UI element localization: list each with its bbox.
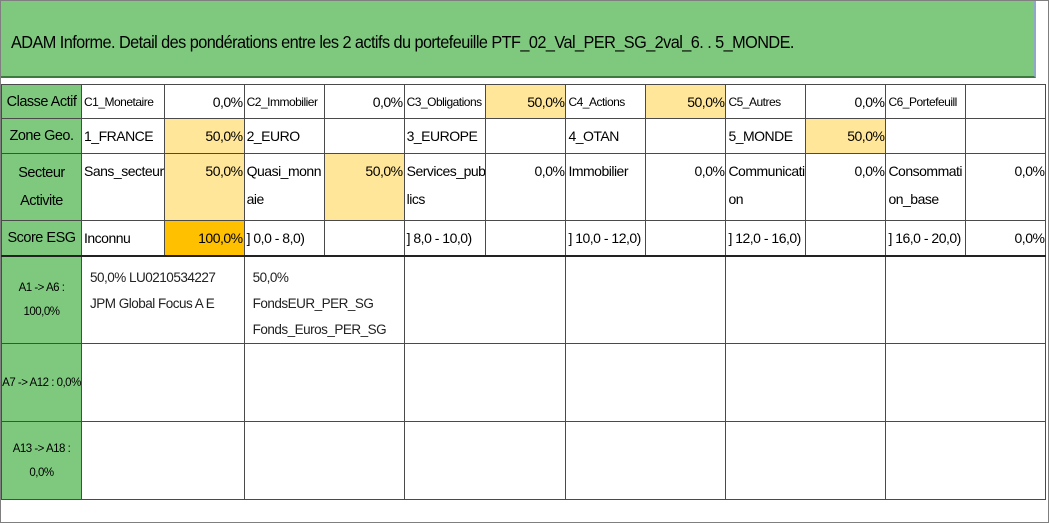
- cell-label: Services_pub lics: [404, 154, 486, 221]
- cell-label: ] 10,0 - 12,0): [566, 221, 646, 257]
- cell-value: [806, 221, 886, 257]
- cell-value: 0,0%: [806, 154, 886, 221]
- asset-weight-isin: 50,0% FondsEUR_PER_SG: [252, 270, 374, 311]
- cell-label: Sans_secteur: [82, 154, 165, 221]
- cell-value: [486, 119, 566, 154]
- asset-cell-empty: [82, 422, 245, 500]
- cell-label: 5_MONDE: [726, 119, 806, 154]
- asset-cell-empty: [244, 344, 404, 422]
- cell-label: [886, 119, 966, 154]
- cell-label: Inconnu: [82, 221, 165, 257]
- row-header-zone-geo: Zone Geo.: [2, 119, 82, 154]
- cell-value: 0,0%: [164, 85, 244, 119]
- cell-value: 50,0%: [806, 119, 886, 154]
- cell-value: 0,0%: [966, 221, 1046, 257]
- cell-value: 100,0%: [164, 221, 244, 257]
- cell-value: 0,0%: [486, 154, 566, 221]
- cell-value: 50,0%: [324, 154, 404, 221]
- asset-cell-empty: [726, 422, 886, 500]
- cell-label: C3_Obligations: [404, 85, 486, 119]
- asset-cell-empty: [726, 256, 886, 344]
- row-header-a1-a6: A1 -> A6 : 100,0%: [2, 256, 82, 344]
- cell-label: ] 0,0 - 8,0): [244, 221, 324, 257]
- header-line: Activite: [20, 193, 63, 209]
- cell-label: C5_Autres: [726, 85, 806, 119]
- cell-value: 0,0%: [646, 154, 726, 221]
- cell-value: [324, 221, 404, 257]
- cell-value: 0,0%: [324, 85, 404, 119]
- cell-value: 0,0%: [966, 154, 1046, 221]
- row-score-esg: [2, 221, 1046, 257]
- cell-label: C1_Monetaire: [82, 85, 165, 119]
- report-title: ADAM Informe. Detail des pondérations entre les 2 actifs du portefeuille PTF_02_Val_PER_SG_2val_6. . 5_MONDE.: [11, 32, 794, 52]
- cell-label: 2_EURO: [244, 119, 324, 154]
- cell-label: C4_Actions: [566, 85, 646, 119]
- asset-cell-empty: [566, 422, 726, 500]
- asset-name: Fonds_Euros_PER_SG: [252, 322, 387, 337]
- cell-value: [324, 119, 404, 154]
- asset-cell-empty: [886, 422, 1046, 500]
- row-zone-geo: [2, 119, 1046, 154]
- asset-cell-empty: [82, 344, 245, 422]
- cell-value: [966, 119, 1046, 154]
- cell-value: [966, 85, 1046, 119]
- asset-cell-empty: [726, 344, 886, 422]
- cell-label: Immobilier: [566, 154, 646, 221]
- cell-value: 50,0%: [164, 154, 244, 221]
- asset-cell-empty: [404, 256, 566, 344]
- cell-label: 4_OTAN: [566, 119, 646, 154]
- report-title-bar: [1, 1, 1036, 78]
- row-assets-a7-a12: [2, 344, 1046, 422]
- row-header-classe-actif: Classe Actif: [2, 85, 82, 119]
- asset-cell-empty: [886, 256, 1046, 344]
- cell-value: [486, 221, 566, 257]
- cell-value: 50,0%: [646, 85, 726, 119]
- cell-value: 0,0%: [806, 85, 886, 119]
- cell-value: [646, 119, 726, 154]
- asset-cell: [244, 256, 404, 344]
- weights-table: [1, 84, 1046, 500]
- row-classe-actif: [2, 85, 1046, 119]
- row-assets-a13-a18: [2, 422, 1046, 500]
- row-assets-a1-a6: [2, 256, 1046, 344]
- row-header-secteur-activite: [2, 154, 82, 221]
- cell-label: ] 12,0 - 16,0): [726, 221, 806, 257]
- asset-cell: [82, 256, 245, 344]
- cell-label: ] 16,0 - 20,0): [886, 221, 966, 257]
- asset-cell-empty: [404, 344, 566, 422]
- cell-value: 50,0%: [164, 119, 244, 154]
- cell-label: Communicati on: [726, 154, 806, 221]
- row-header-score-esg: Score ESG: [2, 221, 82, 257]
- cell-label: C6_Portefeuill: [886, 85, 966, 119]
- asset-weight-isin: 50,0% LU0210534227: [90, 270, 216, 285]
- cell-label: Consommati on_base: [886, 154, 966, 221]
- row-secteur-activite: [2, 154, 1046, 221]
- row-header-a7-a12: A7 -> A12 : 0,0%: [2, 344, 82, 422]
- cell-label: C2_Immobilier: [244, 85, 324, 119]
- asset-cell-empty: [886, 344, 1046, 422]
- cell-value: 50,0%: [486, 85, 566, 119]
- asset-cell-empty: [404, 422, 566, 500]
- asset-cell-empty: [566, 344, 726, 422]
- cell-label: ] 8,0 - 10,0): [404, 221, 486, 257]
- asset-name: JPM Global Focus A E: [90, 296, 215, 311]
- cell-label: 3_EUROPE: [404, 119, 486, 154]
- asset-cell-empty: [244, 422, 404, 500]
- asset-cell-empty: [566, 256, 726, 344]
- cell-label: Quasi_monn aie: [244, 154, 324, 221]
- cell-label: 1_FRANCE: [82, 119, 165, 154]
- cell-value: [646, 221, 726, 257]
- row-header-a13-a18: A13 -> A18 : 0,0%: [2, 422, 82, 500]
- header-line: Secteur: [18, 165, 65, 181]
